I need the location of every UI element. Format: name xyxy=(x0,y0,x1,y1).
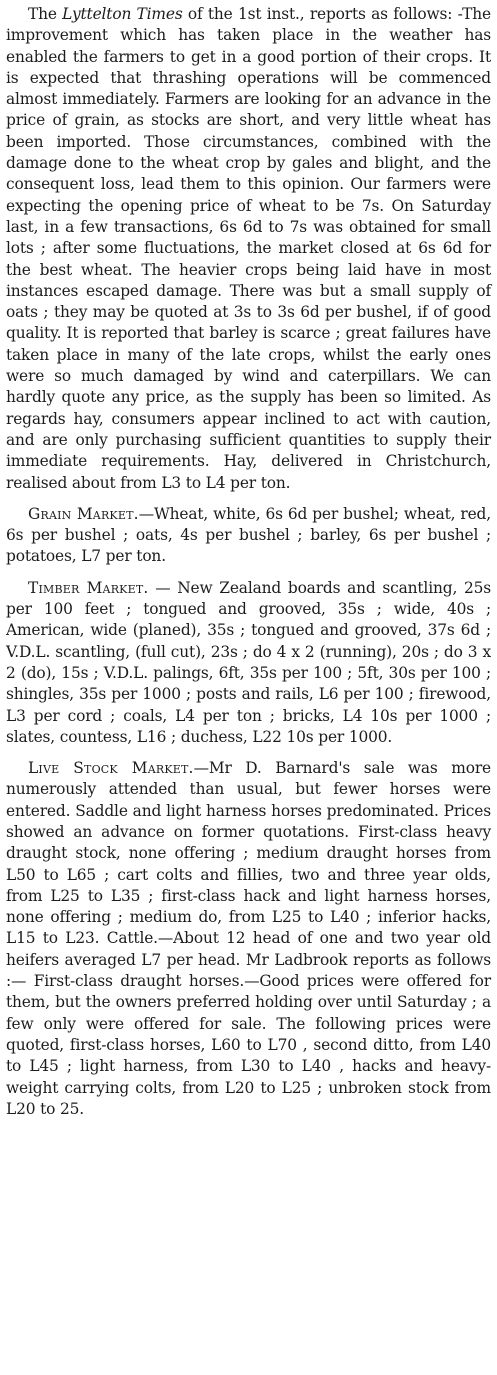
grain-market-text: —Wheat, white, 6s 6d per bushel; wheat, red, 6s per bushel ; oats, 4s per bushel ; barley, 6s per bushel ; potatoes, L7 per ton. xyxy=(6,504,491,566)
paragraph-intro-text: The xyxy=(28,5,63,23)
timber-market-paragraph xyxy=(6,578,491,748)
live-stock-market-paragraph xyxy=(6,758,491,1120)
paragraph-body-text: of the 1st inst., reports as follows: -The improvement which has taken place in the weather has enabled the farmers to get in a good portion of their crops. It is expected that thrashing operations will be commenced almost immediately. Farmers are looking for an advance in the price of grain, as stocks are short, and very little wheat has been imported. Those circumstances, combined with the damage done to the wheat crop by gales and blight, and the consequent loss, lead them to this opinion. Our farmers were expecting the opening price of wheat to be 7s. On Saturday last, in a few transactions, 6s 6d to 7s was obtained for small lots ; after some fluctuations, the market closed at 6s 6d for the best wheat. The heavier crops being laid have in most instances escaped damage. There was but a small supply of oats ; they may be quoted at 3s to 3s 6d per bushel, if of good quality. It is reported that barley is scarce ; great failures have taken place in many of the late crops, whilst the early ones were so much damaged by wind and caterpillars. We can hardly quote any price, as the supply has been so limited. As regards hay, consumers appear inclined to act with caution, and are only purchasing sufficient quantities to supply their immediate requirements. Hay, delivered in Christchurch, realised about from L3 to L4 per ton. xyxy=(6,5,491,492)
grain-market-paragraph xyxy=(6,504,491,568)
timber-market-heading: Timber Market. xyxy=(28,578,149,597)
live-stock-market-heading: Live Stock Market. xyxy=(28,759,194,778)
grain-market-heading: Grain Market. xyxy=(28,504,139,523)
lyttelton-times-report-paragraph xyxy=(6,4,491,494)
timber-market-text: — New Zealand boards and scantling, 25s per 100 feet ; tongued and grooved, 35s ; wide, 40s ; American, wide (planed), 35s ; tongued and grooved, 37s 6d ; V.D.L. scantling, (full cut), 23s ; do 4 x 2 (running), 20s ; do 3 x 2 (do), 15s ; V.D.L. palings, 6ft, 35s per 100 ; 5ft, 30s per 100 ; shingles, 35s per 1000 ; posts and rails, L6 per 100 ; firewood, L3 per cord ; coals, L4 per ton ; bricks, L4 10s per 1000 ; slates, countess, L16 ; duchess, L22 10s per 1000. xyxy=(6,578,491,746)
live-stock-market-text: —Mr D. Barnard's sale was more numerously attended than usual, but fewer horses were entered. Saddle and light harness horses predominated. Prices showed an advance on former quotations. First-class heavy draught stock, none offering ; medium draught horses from L50 to L65 ; cart colts and fillies, two and three year olds, from L25 to L35 ; first-class hack and light harness horses, none offering ; medium do, from L25 to L40 ; inferior hacks, L15 to L23. Cattle.—About 12 head of one and two year old heifers averaged L7 per head. Mr Ladbrook reports as follows :— First-class draught horses.—Good prices were offered for them, but the owners preferred holding over until Saturday ; a few only were offered for sale. The following prices were quoted, first-class horses, L60 to L70 , second ditto, from L40 to L45 ; light harness, from L30 to L40 , hacks and heavy-weight carrying colts, from L20 to L25 ; unbroken stock from L20 to 25. xyxy=(6,759,491,1118)
newspaper-name: Lyttelton Times xyxy=(62,5,183,23)
